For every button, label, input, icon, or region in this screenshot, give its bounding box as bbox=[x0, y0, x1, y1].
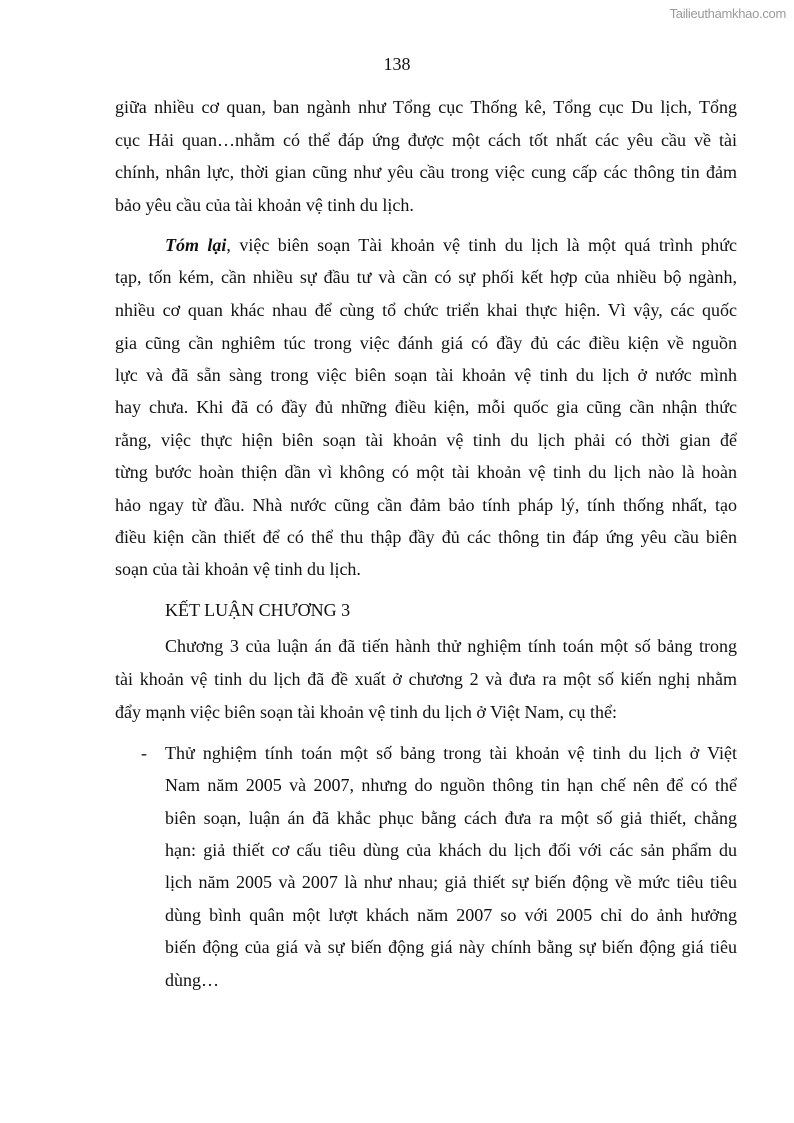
text-line: giữa nhiều cơ quan, ban ngành như Tổng cục Thống kê, Tổng cục Du lịch, Tổng bbox=[115, 97, 737, 117]
text-line bbox=[165, 233, 737, 257]
text-line: Nam năm 2005 và 2007, nhưng do nguồn thông tin hạn chế nên để có thể bbox=[165, 775, 737, 795]
text-line: lịch năm 2005 và 2007 là như nhau; giả thiết sự biến động về mức tiêu tiêu bbox=[165, 872, 737, 892]
section-heading: KẾT LUẬN CHƯƠNG 3 bbox=[165, 600, 351, 620]
text-line: tài khoản vệ tinh du lịch đã đề xuất ở chương 2 và đưa ra một số kiến nghị nhằm bbox=[115, 669, 737, 689]
text-line: gia cũng cần nghiêm túc trong việc đánh giá có đầy đủ các điều kiện về nguồn bbox=[115, 333, 737, 353]
text-line: soạn của tài khoản vệ tinh du lịch. bbox=[115, 559, 361, 579]
text-line: hảo ngay từ đầu. Nhà nước cũng cần đảm bảo tính pháp lý, tính thống nhất, tạo bbox=[115, 495, 737, 515]
page-number: 138 bbox=[383, 54, 411, 74]
text-line: tạp, tốn kém, cần nhiều sự đầu tư và cần có sự phối kết hợp của nhiều bộ ngành, bbox=[115, 267, 737, 287]
text-line: hạn: giả thiết cơ cấu tiêu dùng của khách du lịch đối với các sản phẩm du bbox=[165, 840, 737, 860]
text-line: cục Hải quan…nhằm có thể đáp ứng được một cách tốt nhất các yêu cầu về tài bbox=[115, 130, 737, 150]
text-line: từng bước hoàn thiện dần vì không có một tài khoản vệ tinh du lịch nào là hoàn bbox=[115, 462, 737, 482]
text-line: chính, nhân lực, thời gian cũng như yêu cầu trong việc cung cấp các thông tin đảm bbox=[115, 162, 737, 182]
text-line: hay chưa. Khi đã có đầy đủ những điều kiện, mỗi quốc gia cũng cần nhận thức bbox=[115, 397, 737, 417]
text-line: Thử nghiệm tính toán một số bảng trong tài khoản vệ tinh du lịch ở Việt bbox=[165, 743, 737, 763]
text-line: biến động của giá và sự biến động giá này chính bằng sự biến động giá tiêu bbox=[165, 937, 737, 957]
text-line: bảo yêu cầu của tài khoản vệ tinh du lịch. bbox=[115, 195, 414, 215]
text-line: rằng, việc thực hiện biên soạn tài khoản vệ tinh du lịch phải có thời gian để bbox=[115, 430, 737, 450]
text-line: biên soạn, luận án đã khắc phục bằng cách đưa ra một số giả thiết, chẳng bbox=[165, 808, 737, 828]
text-span: , việc biên soạn Tài khoản vệ tinh du lịch là một quá trình phức bbox=[226, 235, 738, 255]
text-line: lực và đã sẵn sàng trong việc biên soạn tài khoản vệ tinh du lịch ở nước mình bbox=[115, 365, 737, 385]
text-line: dùng bình quân một lượt khách năm 2007 so với 2005 chỉ do ảnh hưởng bbox=[165, 905, 737, 925]
text-line: Chương 3 của luận án đã tiến hành thử nghiệm tính toán một số bảng trong bbox=[165, 636, 737, 656]
text-line: nhiều cơ quan khác nhau để cùng tổ chức triển khai thực hiện. Vì vậy, các quốc bbox=[115, 300, 737, 320]
text-line: điều kiện cần thiết để có thể thu thập đầy đủ các thông tin đáp ứng yêu cầu biên bbox=[115, 527, 737, 547]
text-line: dùng… bbox=[165, 970, 219, 990]
bullet-marker: - bbox=[141, 743, 147, 763]
emphasis-lead: Tóm lại bbox=[165, 235, 227, 255]
text-line: đẩy mạnh việc biên soạn tài khoản vệ tinh du lịch ở Việt Nam, cụ thể: bbox=[115, 702, 617, 722]
watermark: Tailieuthamkhao.com bbox=[669, 6, 786, 21]
